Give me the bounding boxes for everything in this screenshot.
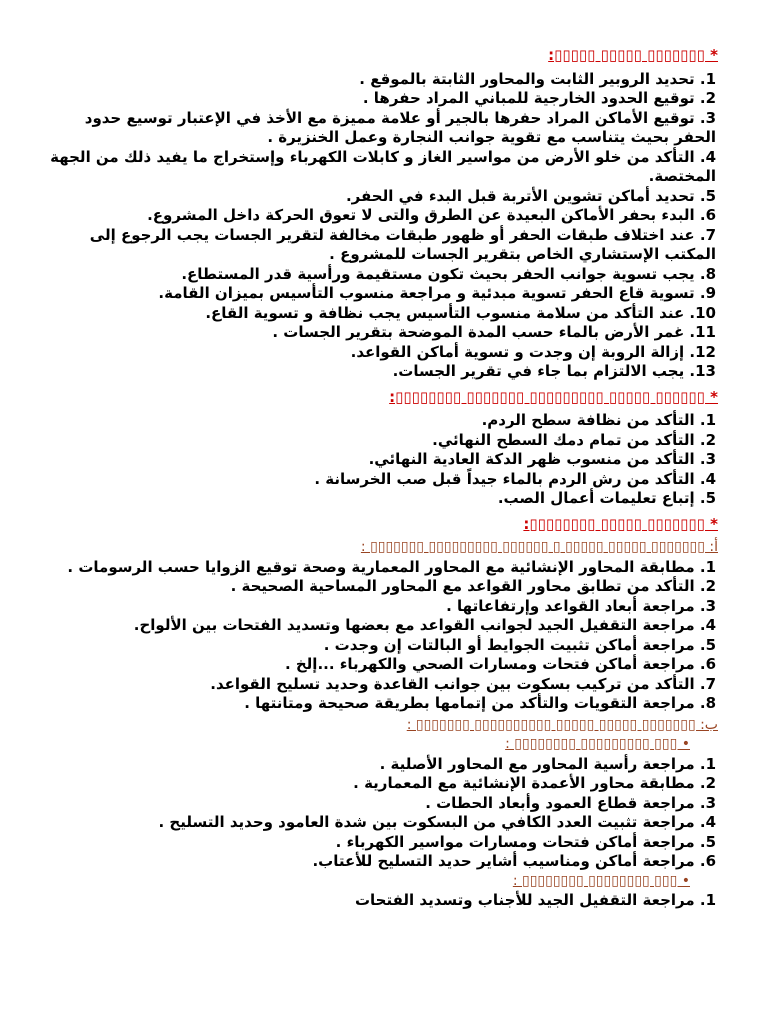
list-number: 2 . <box>695 89 716 107</box>
section-heading: * ▯▯▯▯▯▯ ▯▯▯▯▯ ▯▯▯▯▯▯▯▯▯ ▯▯▯▯▯▯▯ ▯▯▯▯▯▯▯▯: <box>389 387 718 406</box>
list-item <box>48 70 718 90</box>
list-number: 11 . <box>684 323 716 341</box>
list-number: 5 . <box>695 489 716 507</box>
list-item <box>48 284 718 304</box>
list-number: 1 . <box>695 558 716 576</box>
document-page <box>48 46 718 911</box>
list-item <box>48 304 718 324</box>
list-item <box>48 323 718 343</box>
list-item <box>48 852 718 872</box>
list-item <box>48 558 718 578</box>
list-item <box>48 89 718 109</box>
list-item <box>48 109 718 148</box>
list-text: مطابقة محاور الأعمدة الإنشائية مع المعمارية . <box>353 774 695 792</box>
list-number: 8 . <box>695 694 716 712</box>
list-item <box>48 343 718 363</box>
list-number: 2 . <box>695 577 716 595</box>
list-text: التأكد من تطابق محاور القواعد مع المحاور المساحية الصحيحة . <box>230 577 695 595</box>
list-item <box>48 675 718 695</box>
list-item <box>48 636 718 656</box>
list-item <box>48 755 718 775</box>
list-number: 6 . <box>695 852 716 870</box>
list-item <box>48 411 718 431</box>
list-text: البدء بحفر الأماكن البعيدة عن الطرق والتى لا تعوق الحركة داخل المشروع. <box>147 206 695 224</box>
list-text: التأكد من منسوب ظهر الدكة العادية النهائي. <box>368 450 695 468</box>
list-item <box>48 226 718 265</box>
list-item <box>48 431 718 451</box>
list-text: توقيع الحدود الخارجية للمباني المراد حفرها . <box>362 89 695 107</box>
list-number: 2 . <box>695 431 716 449</box>
list-number: 8 . <box>695 265 716 283</box>
list-text: إزالة الروبة إن وجدت و تسوية أماكن القواعد. <box>350 342 685 361</box>
list-text: عند اختلاف طبقات الحفر أو ظهور طبقات مخالفة لتقرير الجسات يجب الرجوع إلى المكتب الإستشاري الخاص بتقرير الجسات للمشروع . <box>89 225 716 263</box>
list-text: مراجعة أبعاد القواعد وإرتفاعاتها . <box>446 596 695 615</box>
list-text: يجب الالتزام بما جاء في تقرير الجسات. <box>392 362 685 380</box>
list-number: 1 . <box>695 755 716 773</box>
list-number: 4 . <box>695 616 716 634</box>
list-item <box>48 616 718 636</box>
list-item <box>48 774 718 794</box>
list-text: تسوية قاع الحفر تسوية مبدئية و مراجعة منسوب التأسيس بميزان القامة. <box>158 284 695 302</box>
list-item <box>48 187 718 207</box>
list-text: مراجعة التقفيل الجيد لجوانب القواعد مع بعضها وتسديد الفتحات بين الألواح. <box>133 616 695 634</box>
list-number: 3 . <box>695 794 716 812</box>
list-item: 1. مراجعة التقفيل الجيد للأجناب وتسديد الفتحات <box>354 891 716 909</box>
section-heading: * ▯▯▯▯▯▯▯ ▯▯▯▯▯ ▯▯▯▯▯: <box>548 46 718 64</box>
list-number: 12 . <box>684 343 716 361</box>
list-number: 5 . <box>695 187 716 205</box>
list-item <box>48 470 718 490</box>
list-item <box>48 577 718 597</box>
list-text: غمر الأرض بالماء حسب المدة الموضحة بتقرير الجسات . <box>272 323 685 341</box>
list-number: 4 . <box>695 470 716 488</box>
list-text: مراجعة أماكن فتحات ومسارات مواسير الكهرباء . <box>335 832 695 851</box>
list-number: 7 . <box>695 226 716 244</box>
list-number: 5 . <box>695 833 716 851</box>
list-number: 3 . <box>695 109 716 127</box>
list-text: التأكد من رش الردم بالماء جيداً قبل صب الخرسانة . <box>314 469 695 488</box>
list-text: مراجعة التقويات والتأكد من إتمامها بطريقة صحيحة ومتانتها . <box>244 694 695 712</box>
list-number: 6 . <box>695 655 716 673</box>
list-number: 2 . <box>695 774 716 792</box>
list-number: 3 . <box>695 450 716 468</box>
list-text: مراجعة أماكن تثبيت الجوايط أو البالتات إن وجدت . <box>323 635 695 654</box>
section-heading: * ▯▯▯▯▯▯▯ ▯▯▯▯▯ ▯▯▯▯▯▯▯▯: <box>523 514 718 533</box>
bullet-heading: • ▯▯▯ ▯▯▯▯▯▯▯▯ ▯▯▯▯▯▯▯▯ : <box>512 872 690 889</box>
list-item <box>48 206 718 226</box>
list-text: مراجعة تثبيت العدد الكافي من البسكوت بين شدة العامود وحديد التسليح . <box>158 813 695 831</box>
list-number: 1 . <box>695 411 716 429</box>
list-number: 9 . <box>695 284 716 302</box>
list-number: 4 . <box>695 148 716 166</box>
list-item <box>48 265 718 285</box>
list-text: مراجعة قطاع العمود وأبعاد الحطات . <box>425 793 695 812</box>
list-text: يجب تسوية جوانب الحفر بحيث تكون مستقيمة ورأسية قدر المستطاع. <box>181 264 695 283</box>
list-number: 10 . <box>684 304 716 322</box>
list-item <box>48 694 718 714</box>
list-item <box>48 794 718 814</box>
list-text: تحديد الروبير الثابت والمحاور الثابتة بالموقع . <box>359 69 695 88</box>
list-text: تحديد أماكن تشوين الأتربة قبل البدء في الحفر. <box>345 186 695 205</box>
list-item <box>48 813 718 833</box>
list-text: إتباع تعليمات أعمال الصب. <box>497 489 695 507</box>
list-item <box>48 655 718 675</box>
list-number: 7 . <box>695 675 716 693</box>
list-number: 6 . <box>695 206 716 224</box>
list-text: عند التأكد من سلامة منسوب التأسيس يجب نظافة و تسوية القاع. <box>205 303 685 322</box>
list-item <box>48 489 718 509</box>
list-number: 1 . <box>695 70 716 88</box>
list-text: التأكد من تمام دمك السطح النهائي. <box>432 430 695 449</box>
list-item <box>48 362 718 382</box>
list-text: مراجعة أماكن فتحات ومسارات الصحي والكهرباء ...إلخ . <box>284 655 695 673</box>
list-item <box>48 450 718 470</box>
list-text: توقيع الأماكن المراد حفرها بالجير أو علامة مميزة مع الأخذ في الإعتبار توسيع حدود الحفر بحيث يتناسب مع تقوية جوانب النجارة وعمل الخنزيرة . <box>84 108 716 146</box>
list-item <box>48 833 718 853</box>
list-text: مراجعة أماكن ومناسيب أشاير حديد التسليح للأعتاب. <box>312 852 695 870</box>
list-item <box>48 597 718 617</box>
list-text: التأكد من نظافة سطح الردم. <box>481 411 695 429</box>
list-text: التأكد من تركيب بسكوت بين جوانب القاعدة وحديد تسليح القواعد. <box>210 674 695 693</box>
list-text: مراجعة رأسية المحاور مع المحاور الأصلية . <box>379 754 695 773</box>
subsection-heading: أ: ▯▯▯▯▯▯▯ ▯▯▯▯▯ ▯▯▯▯▯ ▯ ▯▯▯▯▯▯ ▯▯▯▯▯▯▯▯▯ ▯▯▯▯▯▯▯ : <box>360 539 718 555</box>
list-number: 5 . <box>695 636 716 654</box>
list-number: 4 . <box>695 813 716 831</box>
list-number: 13 . <box>684 362 716 380</box>
list-text: مطابقة المحاور الإنشائية مع المحاور المعمارية وصحة توقيع الزوايا حسب الرسومات . <box>67 557 695 576</box>
bullet-heading: • ▯▯▯ ▯▯▯▯▯▯▯▯▯ ▯▯▯▯▯▯▯▯ : <box>505 736 690 752</box>
list-number: 3 . <box>695 597 716 615</box>
list-text: التأكد من خلو الأرض من مواسير الغاز و كابلات الكهرباء وإستخراج ما يفيد ذلك من الجهة المختصة. <box>50 147 716 185</box>
subsection-heading: ب: ▯▯▯▯▯▯▯ ▯▯▯▯▯ ▯▯▯▯▯ ▯▯▯▯▯▯▯▯▯▯ ▯▯▯▯▯▯▯ : <box>406 716 718 733</box>
list-item <box>48 148 718 187</box>
